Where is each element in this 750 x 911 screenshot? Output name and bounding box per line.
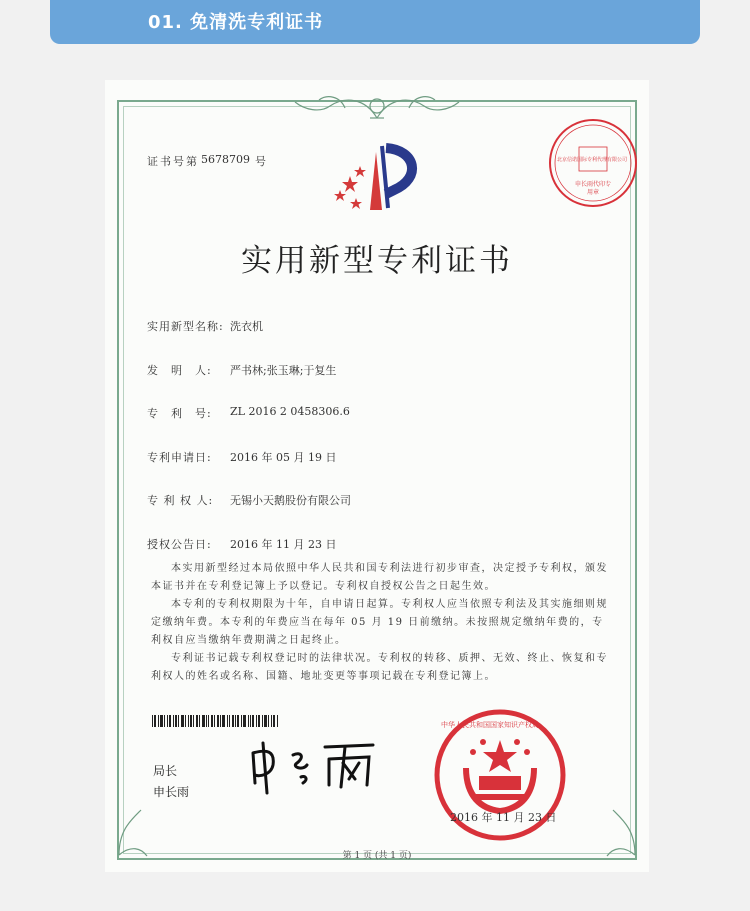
field-value: 2016 年 05 月 19 日 bbox=[230, 451, 337, 464]
section-header bbox=[50, 0, 700, 44]
certificate-number-suffix: 号 bbox=[255, 155, 266, 168]
seal-text: 中华人民共和国国家知识产权局 bbox=[441, 721, 539, 729]
field-label: 发 明 人: bbox=[147, 364, 212, 377]
page-number: 第 1 页 (共 1 页) bbox=[342, 851, 412, 861]
patent-certificate bbox=[105, 80, 649, 872]
top-ornament-icon bbox=[285, 88, 469, 124]
signature-icon bbox=[245, 735, 385, 795]
issue-date: 2016 年 11 月 23 日 bbox=[450, 811, 557, 824]
field-label: 实用新型名称: bbox=[147, 320, 224, 333]
body-paragraph: 本专利的专利权期限为十年，自申请日起算。专利权人应当依照专利法及其实施细则规定缴纳年费。本专利的年费应当在每年 05 月 19 日前缴纳。未按照规定缴纳年费的，专利权自应当缴纳年费期满之日起终止。 bbox=[151, 599, 608, 646]
field-value: 洗衣机 bbox=[230, 320, 263, 333]
certificate-body bbox=[151, 560, 611, 686]
section-title: 01. 免清洗专利证书 bbox=[148, 12, 324, 33]
field-label: 专利申请日: bbox=[147, 451, 212, 464]
authority-title: 局长 bbox=[153, 764, 178, 778]
field-label: 专 利 号: bbox=[147, 407, 212, 420]
certificate-number-label: 证书号第 bbox=[147, 155, 199, 168]
body-paragraph: 本实用新型经过本局依照中华人民共和国专利法进行初步审查，决定授予专利权，颁发本证书并在专利登记簿上予以登记。专利权自授权公告之日起生效。 bbox=[151, 563, 608, 592]
field-value: 严书林;张玉琳;于复生 bbox=[230, 364, 337, 377]
field-value: ZL 2016 2 0458306.6 bbox=[230, 405, 350, 418]
field-label: 专 利 权 人: bbox=[147, 494, 214, 507]
certificate-title: 实用新型专利证书 bbox=[241, 243, 513, 279]
patent-office-logo-icon bbox=[330, 138, 428, 220]
field-value: 无锡小天鹅股份有限公司 bbox=[230, 494, 351, 507]
body-paragraph: 专利证书记载专利权登记时的法律状况。专利权的转移、质押、无效、终止、恢复和专利权人的姓名或名称、国籍、地址变更等事项记载在专利登记簿上。 bbox=[151, 653, 608, 682]
corner-ornament-icon bbox=[111, 770, 151, 860]
authority-name: 申长雨 bbox=[153, 785, 190, 799]
barcode-icon bbox=[152, 715, 280, 727]
corner-ornament-icon bbox=[603, 770, 643, 860]
agency-seal-inner-text: 申长雨代印专用章 bbox=[574, 181, 611, 196]
field-value: 2016 年 11 月 23 日 bbox=[230, 538, 337, 551]
certificate-number: 5678709 bbox=[201, 153, 250, 166]
agency-seal-text: 北京信诺国际专利代理有限公司 bbox=[557, 157, 628, 163]
field-label: 授权公告日: bbox=[147, 538, 212, 551]
